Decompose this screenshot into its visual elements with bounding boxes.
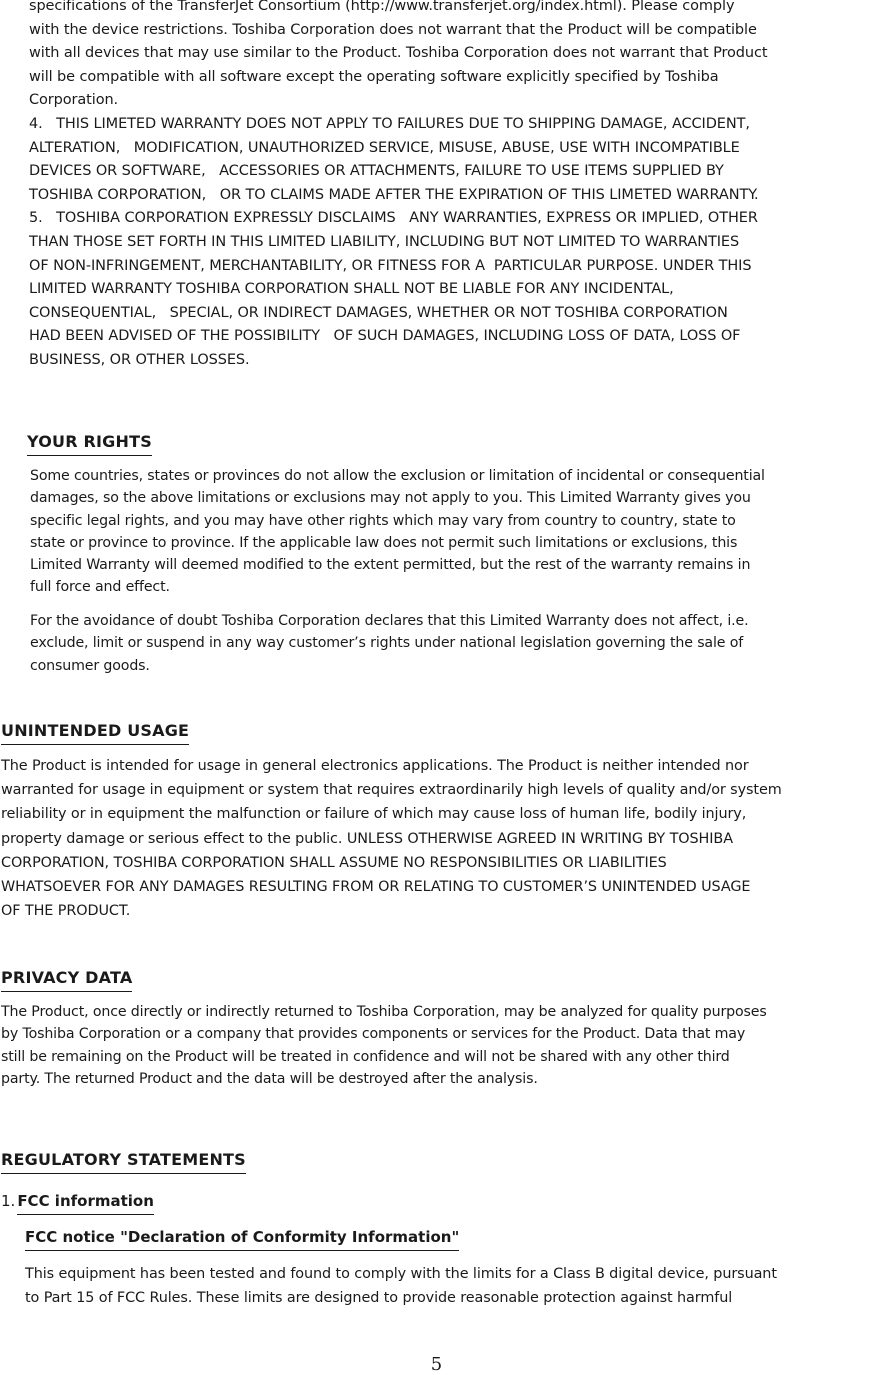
text-line: CORPORATION, TOSHIBA CORPORATION SHALL ASSUME NO RESPONSIBILITIES OR LIABILITIES bbox=[1, 854, 667, 871]
text-line: reliability or in equipment the malfunction or failure of which may cause loss of human life, bodily injury, bbox=[1, 806, 747, 823]
regulatory-statements-heading: REGULATORY STATEMENTS bbox=[1, 1150, 246, 1174]
your-rights-paragraph-2 bbox=[30, 610, 870, 677]
text-line: HAD BEEN ADVISED OF THE POSSIBILITY OF SUCH DAMAGES, INCLUDING LOSS OF DATA, LOSS OF bbox=[29, 328, 741, 345]
text-line: DEVICES OR SOFTWARE, ACCESSORIES OR ATTACHMENTS, FAILURE TO USE ITEMS SUPPLIED BY bbox=[29, 163, 724, 180]
text-line: OF THE PRODUCT. bbox=[1, 903, 131, 920]
text-line: THAN THOSE SET FORTH IN THIS LIMITED LIABILITY, INCLUDING BUT NOT LIMITED TO WARRANTIES bbox=[29, 233, 740, 250]
unintended-usage-text bbox=[1, 754, 871, 923]
text-line: by Toshiba Corporation or a company that provides components or services for the Product. Data that may bbox=[1, 1026, 746, 1043]
text-line: property damage or serious effect to the public. UNLESS OTHERWISE AGREED IN WRITING BY TOSHIBA bbox=[1, 830, 733, 847]
warranty-item-4: 4. THIS LIMETED WARRANTY DOES NOT APPLY TO FAILURES DUE TO SHIPPING DAMAGE, ACCIDENT, bbox=[29, 115, 750, 132]
text-line: consumer goods. bbox=[30, 657, 150, 674]
text-line: specifications of the TransferJet Consortium (http://www.transferjet.org/index.html). Please comply bbox=[29, 0, 735, 14]
text-line: damages, so the above limitations or exclusions may not apply to you. This Limited Warranty gives you bbox=[30, 490, 751, 507]
fcc-notice-text bbox=[25, 1262, 870, 1310]
text-line: with the device restrictions. Toshiba Corporation does not warrant that the Product will be compatible bbox=[29, 21, 757, 38]
your-rights-paragraph-1 bbox=[30, 465, 870, 599]
text-line: specific legal rights, and you may have other rights which may vary from country to country, state to bbox=[30, 512, 736, 529]
fcc-item-number: 1. bbox=[1, 1192, 16, 1210]
text-line: Corporation. bbox=[29, 92, 119, 109]
text-line: CONSEQUENTIAL, SPECIAL, OR INDIRECT DAMAGES, WHETHER OR NOT TOSHIBA CORPORATION bbox=[29, 304, 728, 321]
text-line: ALTERATION, MODIFICATION, UNAUTHORIZED SERVICE, MISUSE, ABUSE, USE WITH INCOMPATIBLE bbox=[29, 139, 740, 156]
text-line: with all devices that may use similar to the Product. Toshiba Corporation does not warrant that Product bbox=[29, 45, 768, 62]
privacy-data-heading: PRIVACY DATA bbox=[1, 968, 132, 992]
warranty-item-5: 5. TOSHIBA CORPORATION EXPRESSLY DISCLAIMS ANY WARRANTIES, EXPRESS OR IMPLIED, OTHER bbox=[29, 210, 758, 227]
text-line: still be remaining on the Product will be treated in confidence and will not be shared with any other third bbox=[1, 1048, 730, 1065]
text-line: warranted for usage in equipment or system that requires extraordinarily high levels of quality and/or system bbox=[1, 782, 782, 799]
unintended-usage-heading: UNINTENDED USAGE bbox=[1, 721, 189, 745]
text-line: WHATSOEVER FOR ANY DAMAGES RESULTING FROM OR RELATING TO CUSTOMER’S UNINTENDED USAGE bbox=[1, 879, 751, 896]
text-line: This equipment has been tested and found to comply with the limits for a Class B digital device, pursuant bbox=[25, 1266, 777, 1282]
text-line: exclude, limit or suspend in any way customer’s rights under national legislation governing the sale of bbox=[30, 635, 744, 652]
your-rights-heading: YOUR RIGHTS bbox=[27, 432, 152, 456]
warranty-continued-text bbox=[29, 0, 869, 373]
text-line: full force and effect. bbox=[30, 579, 170, 596]
text-line: will be compatible with all software except the operating software explicitly specified by Toshiba bbox=[29, 68, 719, 85]
text-line: TOSHIBA CORPORATION, OR TO CLAIMS MADE AFTER THE EXPIRATION OF THIS LIMETED WARRANTY. bbox=[29, 186, 759, 203]
text-line: BUSINESS, OR OTHER LOSSES. bbox=[29, 351, 250, 368]
text-line: The Product, once directly or indirectly returned to Toshiba Corporation, may be analyzed for quality purposes bbox=[1, 1004, 767, 1020]
page-number: 5 bbox=[430, 1354, 443, 1375]
fcc-information-heading: FCC information bbox=[17, 1192, 154, 1215]
text-line: Some countries, states or provinces do not allow the exclusion or limitation of incidental or consequential bbox=[30, 468, 765, 484]
text-line: OF NON-INFRINGEMENT, MERCHANTABILITY, OR FITNESS FOR A PARTICULAR PURPOSE. UNDER THIS bbox=[29, 257, 752, 274]
privacy-data-text bbox=[1, 1001, 871, 1090]
fcc-information-row bbox=[1, 1192, 154, 1215]
text-line: party. The returned Product and the data will be destroyed after the analysis. bbox=[1, 1070, 538, 1087]
text-line: For the avoidance of doubt Toshiba Corporation declares that this Limited Warranty does not affect, i.e. bbox=[30, 613, 749, 629]
text-line: Limited Warranty will deemed modified to the extent permitted, but the rest of the warranty remains in bbox=[30, 557, 751, 574]
text-line: to Part 15 of FCC Rules. These limits are designed to provide reasonable protection against harmful bbox=[25, 1290, 733, 1307]
fcc-notice-heading: FCC notice "Declaration of Conformity Information" bbox=[25, 1228, 459, 1251]
text-line: LIMITED WARRANTY TOSHIBA CORPORATION SHALL NOT BE LIABLE FOR ANY INCIDENTAL, bbox=[29, 281, 674, 298]
text-line: state or province to province. If the applicable law does not permit such limitations or exclusions, this bbox=[30, 534, 738, 551]
text-line: The Product is intended for usage in general electronics applications. The Product is neither intended nor bbox=[1, 758, 749, 774]
